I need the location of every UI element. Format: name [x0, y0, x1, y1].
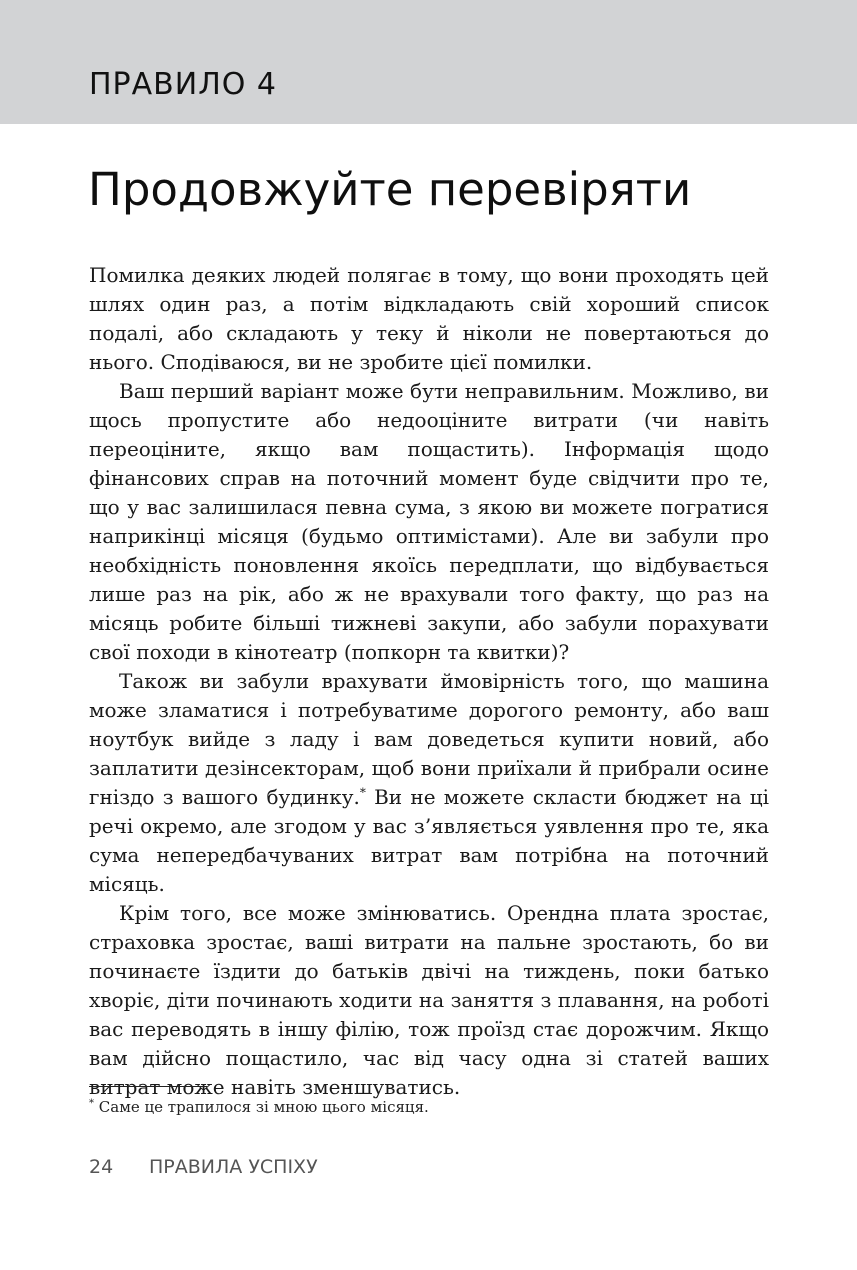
footnote-reference: *	[359, 785, 366, 800]
paragraph-3	[89, 667, 769, 899]
footnote-divider	[89, 1086, 207, 1087]
footnote	[89, 1096, 429, 1118]
running-book-title: ПРАВИЛА УСПІХУ	[149, 1156, 318, 1178]
footnote-marker: *	[89, 1098, 94, 1109]
chapter-title: Продовжуйте перевіряти	[88, 163, 692, 216]
footnote-text: Саме це трапилося зі мною цього місяця.	[98, 1098, 429, 1116]
paragraph-3-text: Також ви забули врахувати ймовірність того, що машина може зламатися і потребуватиме дорогого ремонту, або ваш ноутбук вийде з ладу і вам доведеться купити новий, або заплатити дезінсекторам, щоб вони приїхали й прибрали осине гніздо з вашого будинку.	[89, 669, 769, 809]
paragraph-3-continued: Ви не можете скласти бюджет на ці речі окремо, але згодом у вас з’являється уявлення про те, яка сума непередбачуваних витрат вам потрібна на поточний місяць.	[89, 785, 769, 896]
page-footer	[89, 1154, 318, 1180]
rule-banner	[0, 0, 857, 124]
paragraph-4: Крім того, все може змінюватись. Орендна плата зростає, страховка зростає, ваші витрати на пальне зростають, бо ви починаєте їздити до батьків двічі на тиждень, поки батько хворіє, діти починають ходити на заняття з плавання, на роботі вас переводять в іншу філію, тож проїзд стає дорожчим. Якщо вам дійсно пощастило, час від часу одна зі статей ваших витрат може навіть зменшуватись.	[89, 901, 769, 1099]
page-number: 24	[89, 1156, 114, 1178]
body-text	[89, 261, 769, 1102]
paragraph-2: Ваш перший варіант може бути неправильним. Можливо, ви щось пропустите або недооціните витрати (чи навіть переоціните, якщо вам пощастить). Інформація щодо фінансових справ на поточний момент буде свідчити про те, що у вас залишилася певна сума, з якою ви можете погратися наприкінці місяця (будьмо оптимістами). Але ви забули про необхідність поновлення якоїсь передплати, що відбувається лише раз на рік, або ж не врахували того факту, що раз на місяць робите більші тижневі закупи, або забули порахувати свої походи в кінотеатр (попкорн та квитки)?	[89, 379, 769, 664]
rule-label: ПРАВИЛО 4	[89, 67, 277, 102]
paragraph-1: Помилка деяких людей полягає в тому, що вони проходять цей шлях один раз, а потім відкладають свій хороший список подалі, або складають у теку й ніколи не повертаються до нього. Сподіваюся, ви не зробите цієї помилки.	[89, 263, 769, 374]
